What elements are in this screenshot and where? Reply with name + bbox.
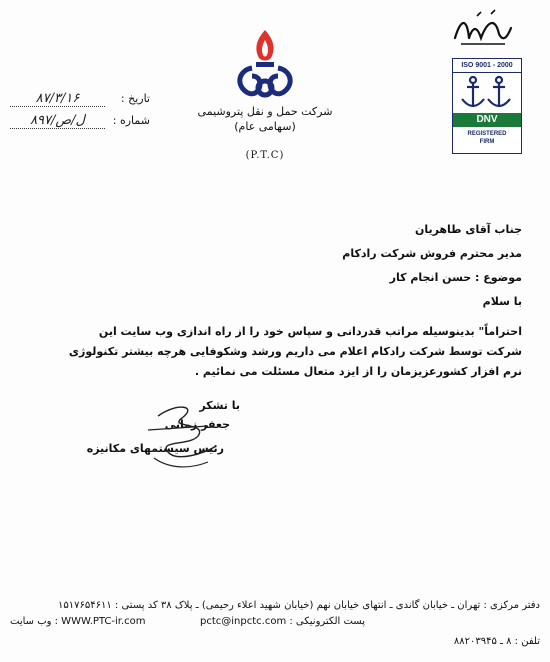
subject: موضوع : حسن انجام کار <box>389 271 522 284</box>
closing: با تشکر <box>199 399 240 412</box>
recipient-title: مدیر محترم فروش شرکت رادکام <box>342 247 522 260</box>
footer-website: وب سایت : WWW.PTC-ir.com <box>10 616 146 627</box>
recipient: جناب آقای طاهریان <box>414 223 522 236</box>
paragraph-line: احتراماً" بدینوسیله مراتب قدردانی و سپاس خود را از راه اندازی وب سایت این <box>98 325 522 338</box>
company-name: شرکت حمل و نقل پتروشیمی <box>197 105 333 118</box>
signer-name: جعفر زمانی <box>164 418 230 431</box>
company-abbr: (P.T.C) <box>245 150 285 161</box>
footer-phone: تلفن : ۸ ـ ۸۸۲۰۳۹۴۵ <box>453 636 540 647</box>
number-label: شماره : <box>112 114 150 127</box>
iso-label: ISO 9001 - 2000 <box>453 59 521 73</box>
company-logo-icon <box>230 28 300 100</box>
number-field <box>10 114 150 132</box>
date-value: ۸۷/۳/۱۶ <box>10 92 105 107</box>
anchor-icon <box>453 73 519 113</box>
company-name-block <box>185 104 345 163</box>
basmala-calligraphy-icon <box>447 8 517 52</box>
letter-body <box>20 222 522 382</box>
iso-certification-badge <box>452 58 522 154</box>
company-type: (سهامی عام) <box>234 120 296 133</box>
number-value: ۸۹۷/ل/ص <box>10 114 105 129</box>
date-label: تاریخ : <box>120 92 150 105</box>
signer-title: رئیس سیستمهای مکانیزه <box>86 442 224 455</box>
handwritten-signature-icon <box>138 396 228 480</box>
letter-paragraph <box>20 322 522 382</box>
date-field <box>10 92 150 110</box>
paragraph-line: شرکت توسط شرکت رادکام اعلام می داریم ورشد وشکوفایی هرچه بیشتر تکنولوژی <box>68 345 522 358</box>
footer-email: پست الکترونیکی : pctc@inpctc.com <box>200 616 365 627</box>
greeting: با سلام <box>482 295 522 308</box>
dnv-label: DNV <box>453 113 521 127</box>
footer-address: دفتر مرکزی : تهران ـ خیابان گاندی ـ انتهای خیابان نهم (خیابان شهید اعلاء رحیمی) ـ پلاک ۳۸ کد پستی : ۱۵۱۷۶۵۴۶۱۱ <box>58 600 540 611</box>
registered-firm-label: REGISTERED FIRM <box>467 131 507 145</box>
paragraph-line: نرم افزار کشورعزیزمان را از ایزد متعال مسئلت می نمائیم . <box>194 365 522 378</box>
